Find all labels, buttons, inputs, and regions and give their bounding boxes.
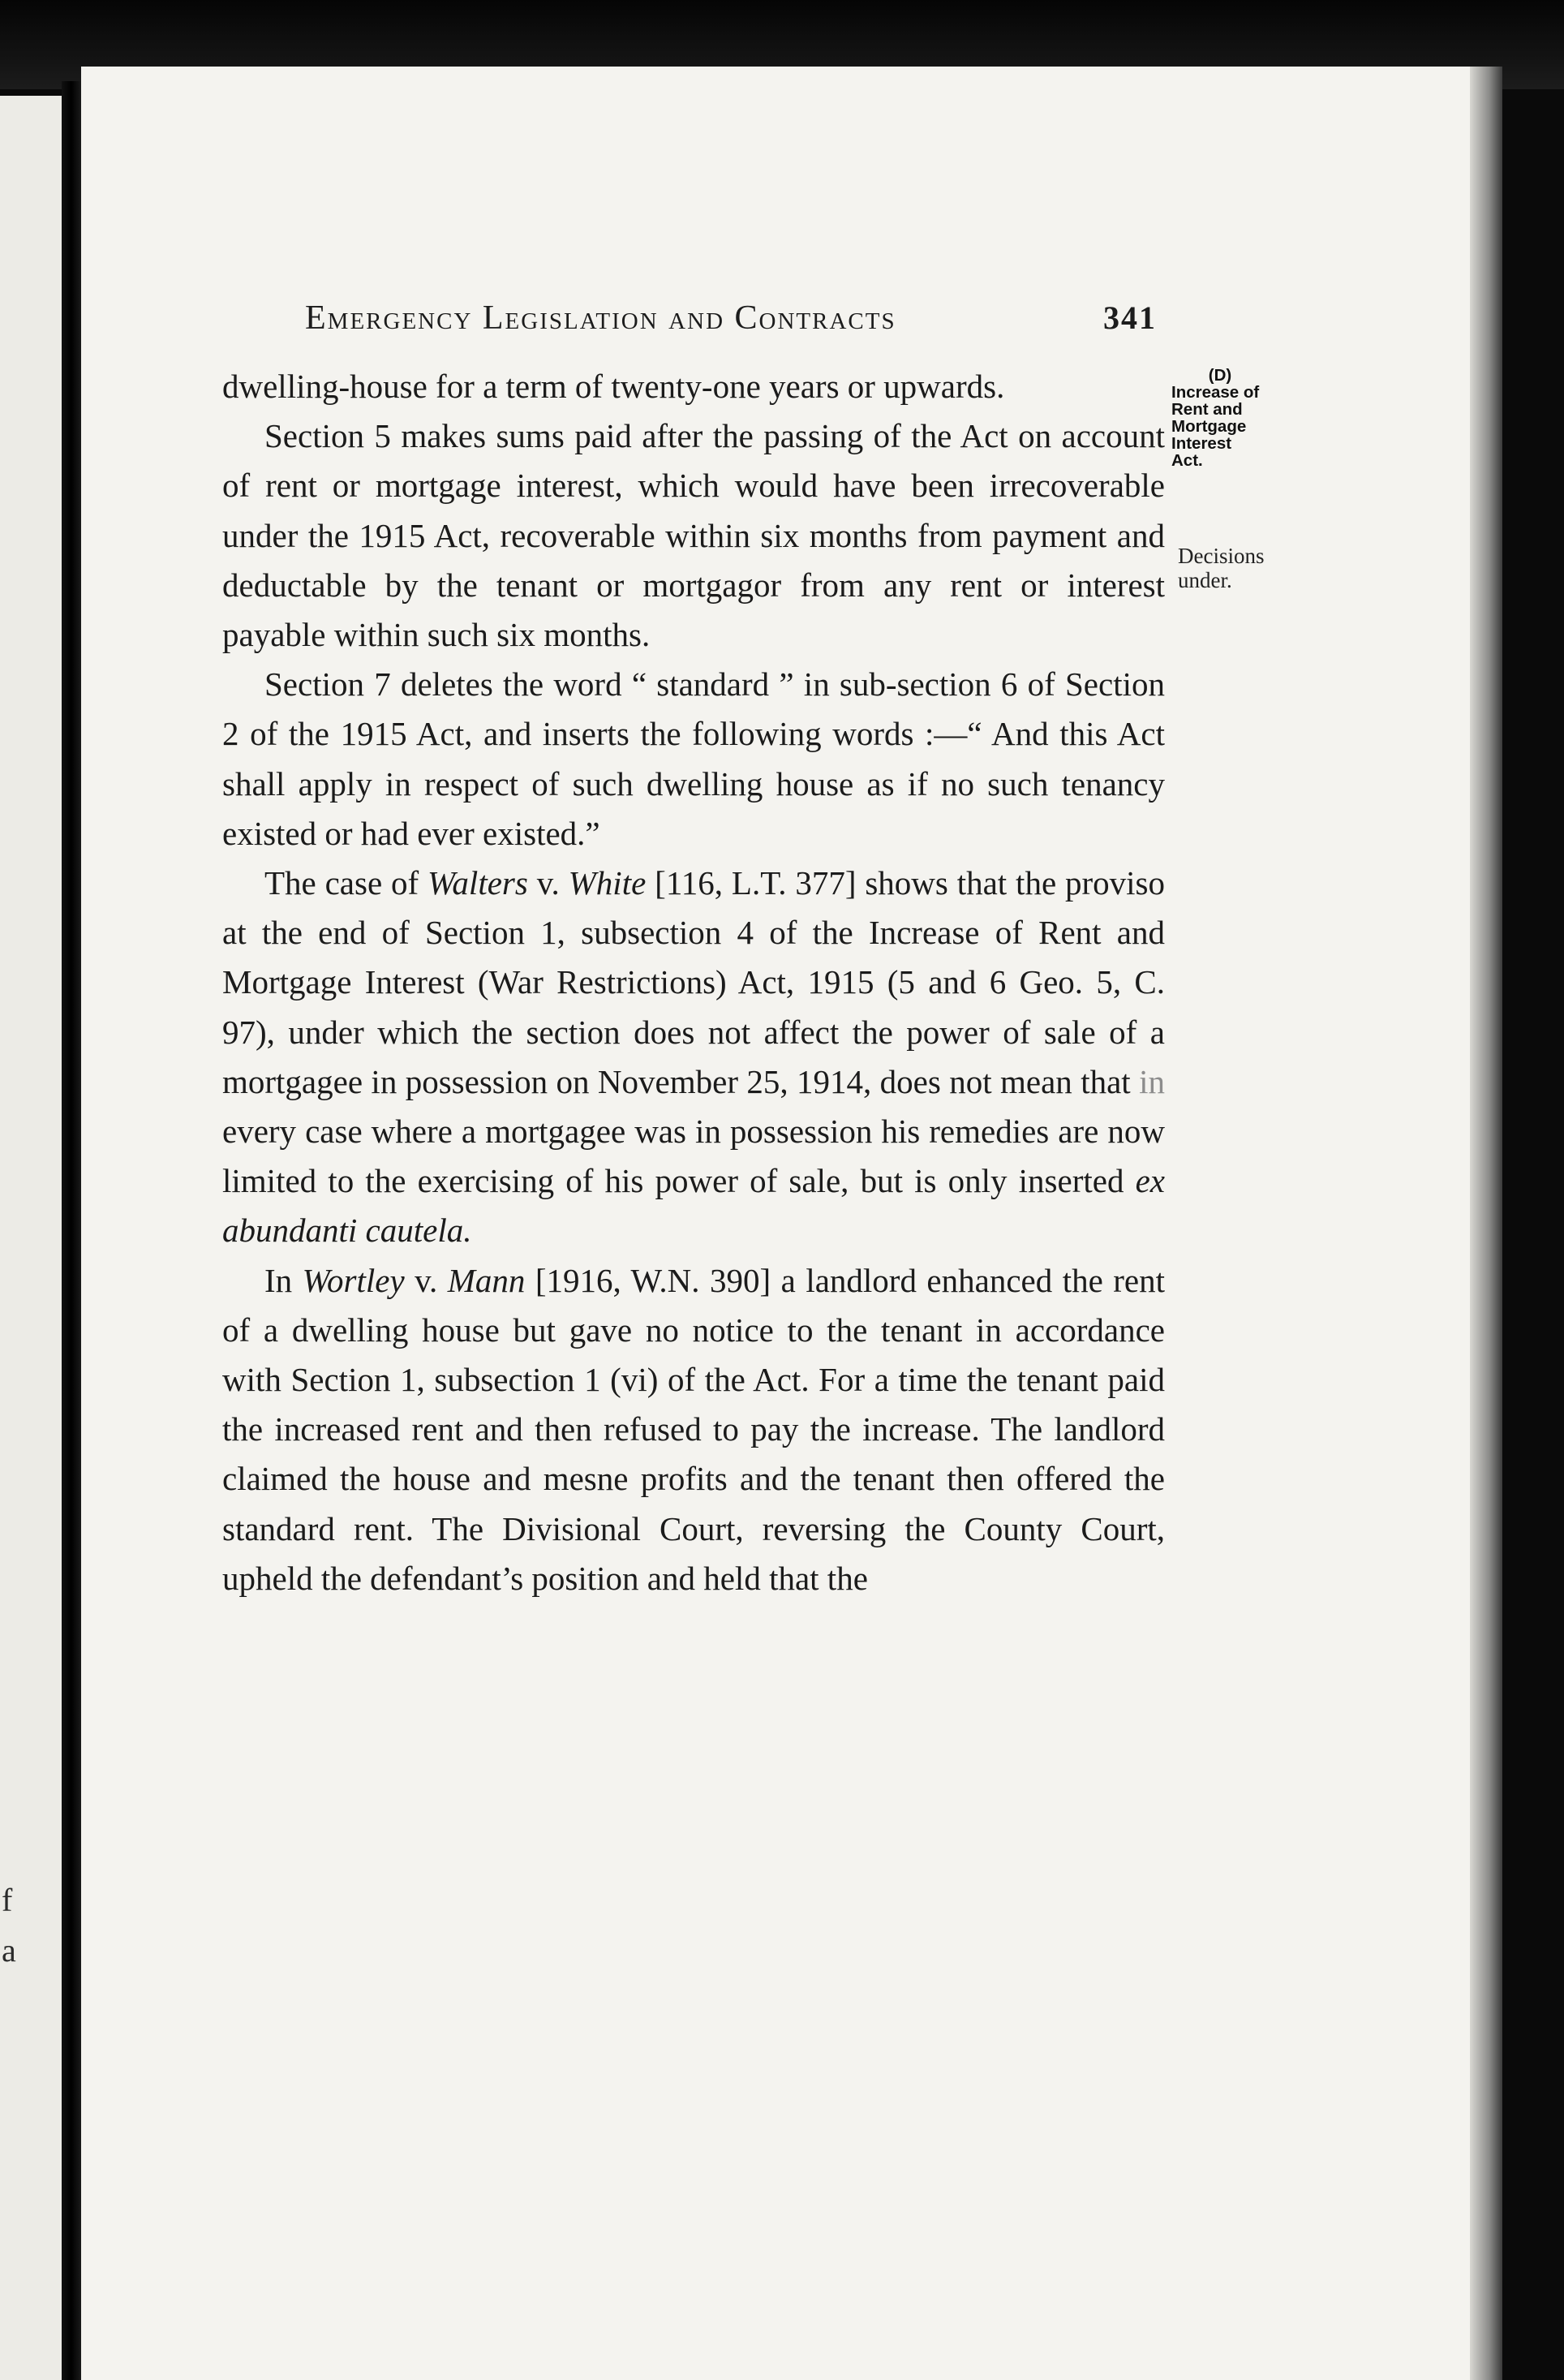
paragraph-text: [116, L.T. 377] shows that the proviso at the end of Section 1, subsection 4 of the Increase of Rent and Mortgage Interest (War Restrictions) Act, 1915 (5 and 6 Geo. 5, C. 97), under which the section does not affect the power of sale of a mortgagee in possession on November 25, 1914, does not mean that xyxy=(222,864,1166,1100)
paragraph xyxy=(222,411,1165,660)
paragraph-text: [1916, W.N. 390] a landlord enhanced the rent of a dwelling house but gave no notice to the tenant in accordance with Section 1, subsection 1 (vi) of the Act. For a time the tenant paid the increased rent and then refused to pay the increase. The landlord claimed the house and mesne profits and the tenant then offered the standard rent. The Divisional Court, reversing the County Court, upheld the defendant’s position and held that the xyxy=(222,1261,1166,1597)
paragraph xyxy=(222,660,1165,859)
paragraph xyxy=(222,1256,1165,1603)
italic-text: Walters xyxy=(428,864,528,902)
body-text xyxy=(222,362,1165,1603)
paragraph xyxy=(222,362,1165,411)
running-head-title: Emergency Legislation and Contracts xyxy=(305,299,896,337)
running-head xyxy=(305,299,1157,338)
paragraph-text: The case of xyxy=(264,864,428,902)
margin-note-line: Rent and xyxy=(1171,400,1243,419)
margin-note-line: Decisions xyxy=(1178,544,1265,568)
margin-note-act xyxy=(1171,367,1334,469)
margin-note-decisions xyxy=(1178,544,1308,592)
margin-note-line: Interest xyxy=(1171,434,1232,453)
paragraph-text: In xyxy=(264,1261,303,1299)
margin-note-line: (D) xyxy=(1208,366,1232,385)
italic-text: White xyxy=(568,864,647,902)
previous-page-fragment: f xyxy=(2,1882,13,1918)
margin-note-line: under. xyxy=(1178,568,1232,592)
paragraph-text: v. xyxy=(404,1261,448,1299)
book-gutter xyxy=(62,81,81,2380)
paragraph-text: Section 7 deletes the word “ standard ” in sub-section 6 of Section 2 of the 1915 Act, and inserts the following words :—“ And this Act shall apply in respect of such dwelling house as if no such tenancy existed or had ever existed.” xyxy=(222,665,1165,852)
italic-text: Wortley xyxy=(302,1261,405,1299)
paragraph xyxy=(222,859,1165,1256)
paragraph-text: every case where a mortgagee was in possession his remedies are now limited to the exercising of his power of sale, but is only inserted xyxy=(222,1113,1165,1200)
italic-text: ex abundanti cautela. xyxy=(222,1162,1165,1250)
page-number: 341 xyxy=(1103,299,1157,336)
paragraph-text: dwelling-house for a term of twenty-one years or upwards. xyxy=(222,368,1005,405)
paragraph-text: v. xyxy=(527,864,569,902)
margin-note-line: Increase of xyxy=(1171,383,1260,402)
previous-page-edge xyxy=(0,96,62,2380)
paragraph-text: Section 5 makes sums paid after the passing of the Act on account of rent or mortgage interest, which would have been irrecoverable under the 1915 Act, recoverable within six months from payment and deductable by the tenant or mortgagor from any rent or interest payable within such six months. xyxy=(222,417,1165,654)
margin-note-line: Mortgage xyxy=(1171,417,1247,436)
page-edge-shadow xyxy=(1470,67,1502,2380)
margin-note-line: Act. xyxy=(1171,451,1203,470)
paragraph-text: in xyxy=(1139,1062,1165,1100)
italic-text: Mann xyxy=(447,1261,526,1299)
previous-page-fragment: a xyxy=(2,1932,16,1969)
